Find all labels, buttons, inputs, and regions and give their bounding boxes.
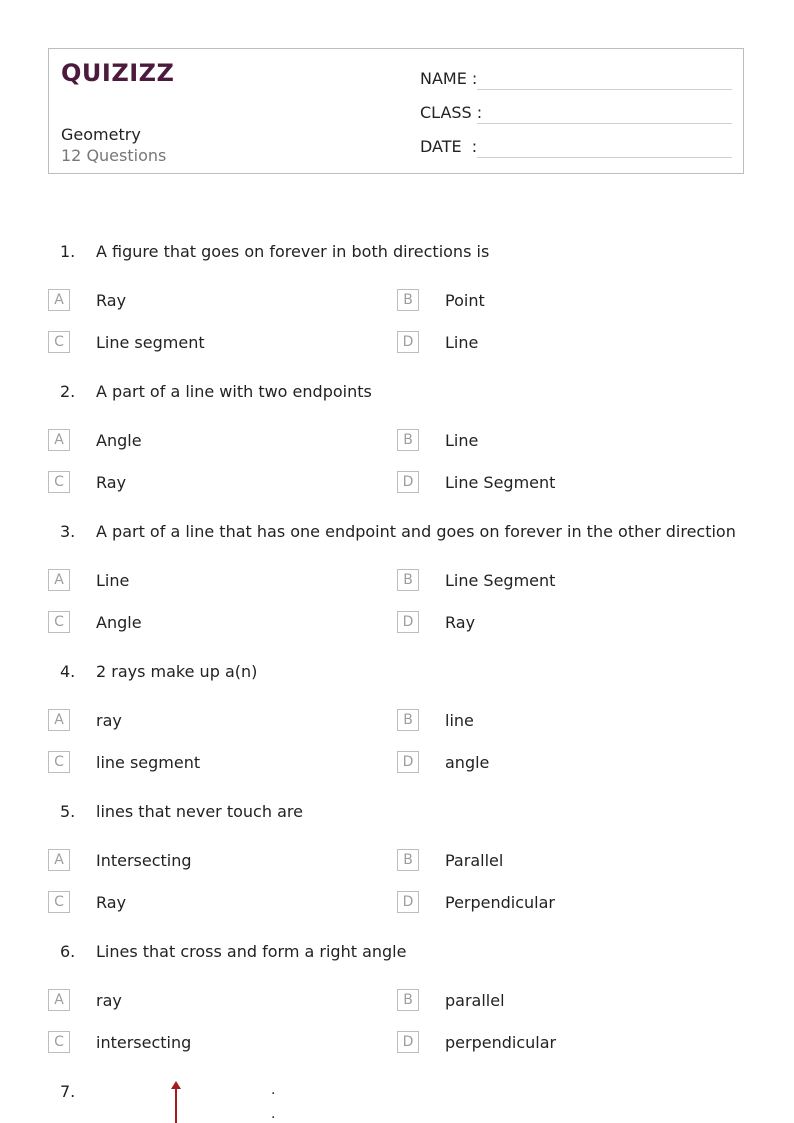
option-text[interactable]: Ray [96,291,127,310]
option-letter-box[interactable]: B [397,849,419,871]
option-text[interactable]: Angle [96,613,142,632]
question-text: 2 rays make up a(n) [96,662,258,681]
option-text[interactable]: Line [445,333,479,352]
option-text[interactable]: Line segment [96,333,205,352]
option-letter-box[interactable]: C [48,331,70,353]
option-letter-box[interactable]: C [48,1031,70,1053]
worksheet-title: Geometry [61,125,141,144]
option-text[interactable]: Perpendicular [445,893,556,912]
question-text: lines that never touch are [96,802,303,821]
option-letter-box[interactable]: D [397,891,419,913]
option-text[interactable]: Ray [445,613,476,632]
question-text: Lines that cross and form a right angle [96,942,407,961]
worksheet-header [48,48,744,174]
date-line[interactable] [477,157,732,158]
option-letter-box[interactable]: D [397,611,419,633]
option-text[interactable]: ray [96,991,122,1010]
option-letter-box[interactable]: B [397,709,419,731]
option-letter-box[interactable]: B [397,289,419,311]
point-dot: . [271,1082,276,1098]
option-letter-box[interactable]: A [48,709,70,731]
option-letter-box[interactable]: A [48,289,70,311]
option-letter-box[interactable]: A [48,989,70,1011]
option-letter-box[interactable]: A [48,849,70,871]
option-letter-box[interactable]: A [48,569,70,591]
option-text[interactable]: intersecting [96,1033,192,1052]
option-text[interactable]: perpendicular [445,1033,557,1052]
question-number: 1. [60,242,76,261]
option-letter-box[interactable]: C [48,471,70,493]
class-line[interactable] [477,123,732,124]
quizizz-logo: QUIZIZZ [61,59,175,87]
option-letter-box[interactable]: B [397,569,419,591]
option-letter-box[interactable]: C [48,891,70,913]
option-text[interactable]: angle [445,753,490,772]
name-label: NAME : [420,69,478,88]
option-text[interactable]: Parallel [445,851,504,870]
option-letter-box[interactable]: C [48,751,70,773]
point-dot: . [271,1106,276,1122]
class-label: CLASS : [420,103,483,122]
option-text[interactable]: line segment [96,753,201,772]
option-text[interactable]: Angle [96,431,142,450]
option-letter-box[interactable]: A [48,429,70,451]
option-text[interactable]: ray [96,711,122,730]
option-letter-box[interactable]: D [397,331,419,353]
date-label: DATE : [420,137,478,156]
class-field[interactable] [420,103,732,127]
option-letter-box[interactable]: D [397,751,419,773]
question-count: 12 Questions [61,146,167,165]
question-number: 5. [60,802,76,821]
question-number: 4. [60,662,76,681]
option-text[interactable]: Line [96,571,130,590]
option-letter-box[interactable]: B [397,429,419,451]
question-text: A part of a line that has one endpoint and goes on forever in the other direction [96,522,736,541]
ray-figure [175,1086,177,1123]
option-text[interactable]: Line Segment [445,473,556,492]
option-text[interactable]: Point [445,291,485,310]
question-text: A figure that goes on forever in both directions is [96,242,490,261]
name-field[interactable] [420,69,732,93]
date-field[interactable] [420,137,732,161]
option-text[interactable]: Ray [96,473,127,492]
option-text[interactable]: line [445,711,474,730]
option-text[interactable]: parallel [445,991,505,1010]
option-letter-box[interactable]: C [48,611,70,633]
name-line[interactable] [477,89,732,90]
question-number: 2. [60,382,76,401]
question-number: 7. [60,1082,76,1101]
question-text: A part of a line with two endpoints [96,382,372,401]
option-text[interactable]: Line [445,431,479,450]
option-text[interactable]: Line Segment [445,571,556,590]
option-letter-box[interactable]: D [397,1031,419,1053]
option-letter-box[interactable]: D [397,471,419,493]
question-number: 3. [60,522,76,541]
option-text[interactable]: Ray [96,893,127,912]
option-text[interactable]: Intersecting [96,851,192,870]
option-letter-box[interactable]: B [397,989,419,1011]
question-number: 6. [60,942,76,961]
